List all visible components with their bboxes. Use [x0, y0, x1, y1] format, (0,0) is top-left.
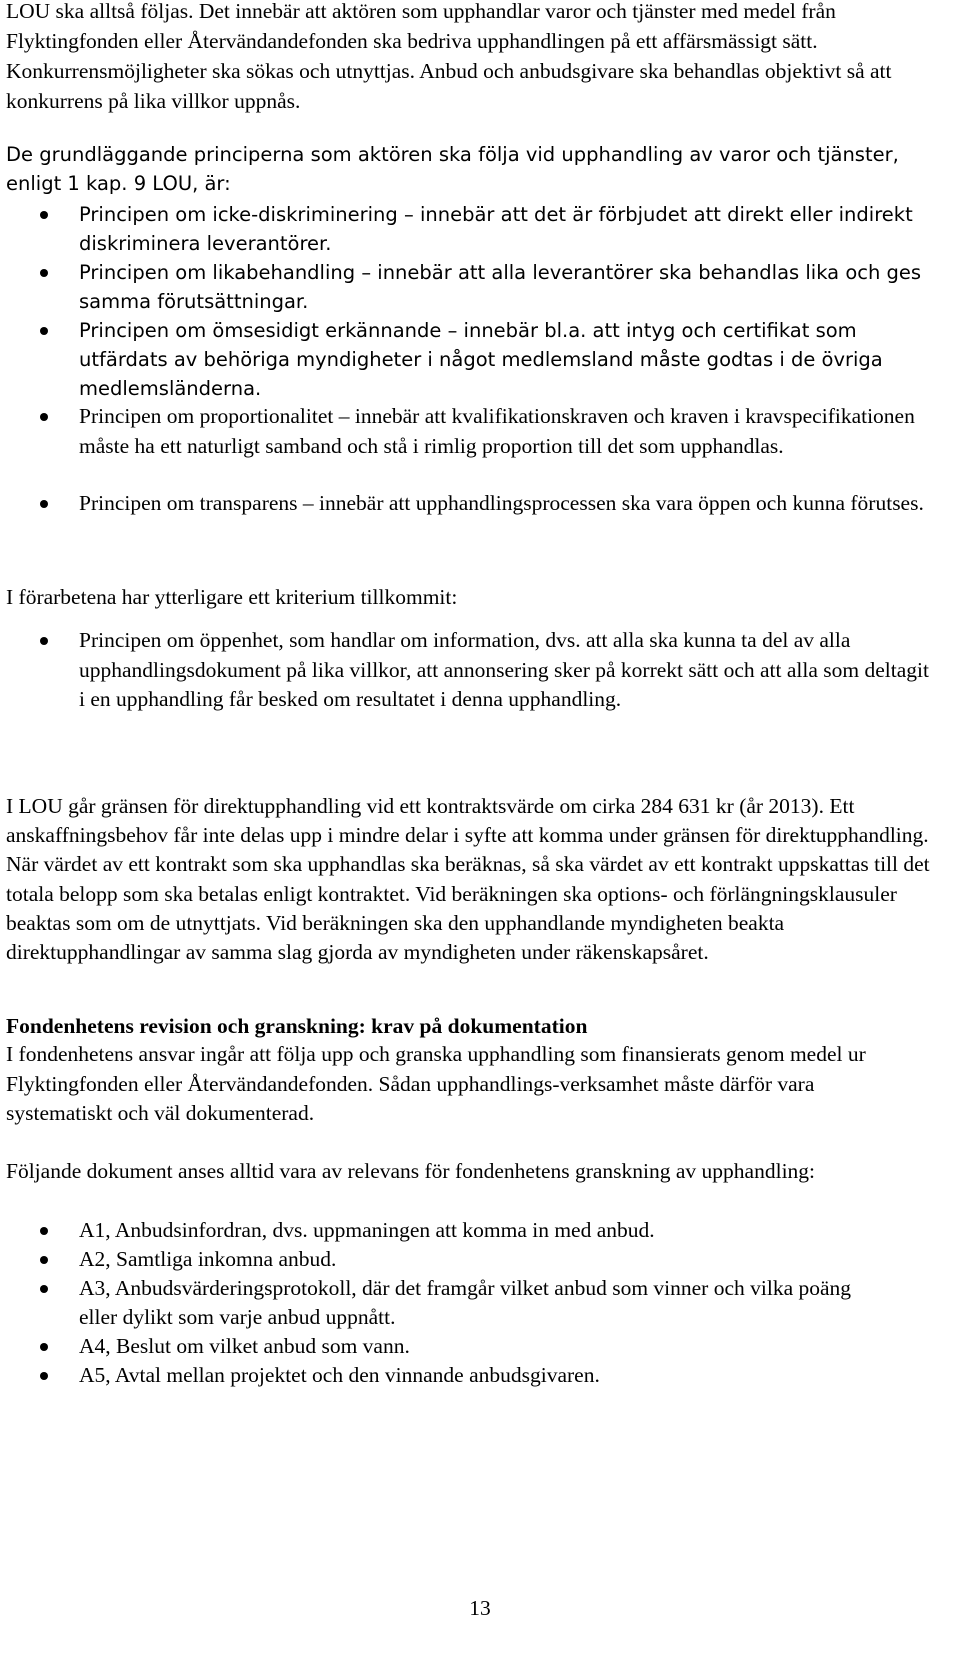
bullet-icon	[40, 413, 48, 421]
list-item: Principen om likabehandling – innebär att alla leverantörer ska behandlas lika och ges samma förutsättningar.	[6, 258, 936, 316]
page-number: 13	[469, 1596, 491, 1620]
documents-list	[6, 1216, 936, 1390]
bullet-icon	[40, 1227, 48, 1235]
principles-intro: De grundläggande principerna som aktören ska följa vid upphandling av varor och tjänster, enligt 1 kap. 9 LOU, är:	[6, 143, 899, 195]
list-item: Principen om ömsesidigt erkännande – innebär bl.a. att intyg och certifikat som utfärdats av behöriga myndigheter i något medlemsland måste godtas i de övriga medlemsländerna.	[6, 316, 936, 402]
direct-procurement-paragraph: I LOU går gränsen för direktupphandling vid ett kontraktsvärde om cirka 284 631 kr (år 2013). Ett anskaffningsbehov får inte delas upp i mindre delar i syfte att komma under gränsen för direktupphandling. När värdet av ett kontrakt som ska upphandlas ska beräknas, så ska värdet av ett kontrakt uppskattas till det totala belopp som ska betalas enligt kontraktet. Vid beräkningen ska options- och förlängningsklausuler beaktas som om de utnyttjats. Vid beräkningen ska den upphandlande myndigheten beakta direktupphandlingar av samma slag gjorda av myndigheten under räkenskapsåret.	[6, 794, 930, 965]
bullet-icon	[40, 1256, 48, 1264]
list-item: A4, Beslut om vilket anbud som vann.	[6, 1332, 936, 1361]
section-paragraph: I fondenhetens ansvar ingår att följa upp och granska upphandling som finansierats genom medel ur Flyktingfonden eller Återvändandefonden. Sådan upphandlings-verksamhet måste därför vara systematiskt och väl dokumenterad.	[6, 1042, 866, 1125]
bullet-icon	[40, 1372, 48, 1380]
list-item: Principen om öppenhet, som handlar om information, dvs. att alla ska kunna ta del av alla upphandlingsdokument på lika villkor, att annonsering sker på korrekt sätt och att alla som deltagit i en upphandling får besked om resultatet i denna upphandling.	[6, 626, 936, 715]
list-item: A5, Avtal mellan projektet och den vinnande anbudsgivaren.	[6, 1361, 936, 1390]
bullet-icon	[40, 211, 48, 219]
list-item: A1, Anbudsinfordran, dvs. uppmaningen att komma in med anbud.	[6, 1216, 936, 1245]
list-item: Principen om proportionalitet – innebär att kvalifikationskraven och kraven i kravspecifikationen måste ha ett naturligt samband och stå i rimlig proportion till det som upphandlas.	[6, 402, 936, 489]
bullet-icon	[40, 637, 48, 645]
preparatory-intro: I förarbetena har ytterligare ett kriterium tillkommit:	[6, 585, 458, 609]
list-item: A2, Samtliga inkomna anbud.	[6, 1245, 936, 1274]
documents-intro: Följande dokument anses alltid vara av relevans för fondenhetens granskning av upphandling:	[6, 1159, 816, 1183]
bullet-icon	[40, 1285, 48, 1293]
bullet-icon	[40, 500, 48, 508]
list-item: Principen om icke-diskriminering – innebär att det är förbjudet att direkt eller indirekt diskriminera leverantörer.	[6, 200, 936, 258]
principles-list	[6, 200, 936, 549]
bullet-icon	[40, 1343, 48, 1351]
intro-paragraph: LOU ska alltså följas. Det innebär att aktören som upphandlar varor och tjänster med medel från Flyktingfonden eller Återvändandefonden ska bedriva upphandlingen på ett affärsmässigt sätt. Konkurrensmöjligheter ska sökas och utnyttjas. Anbud och anbudsgivare ska behandlas objektivt så att konkurrens på lika villkor uppnås.	[6, 0, 892, 113]
bullet-icon	[40, 269, 48, 277]
preparatory-list	[6, 626, 936, 715]
section-heading: Fondenhetens revision och granskning: krav på dokumentation	[6, 1014, 588, 1038]
list-item: Principen om transparens – innebär att upphandlingsprocessen ska vara öppen och kunna förutses.	[6, 489, 936, 549]
bullet-icon	[40, 327, 48, 335]
list-item: A3, Anbudsvärderingsprotokoll, där det framgår vilket anbud som vinner och vilka poäng eller dylikt som varje anbud uppnått.	[6, 1274, 936, 1332]
